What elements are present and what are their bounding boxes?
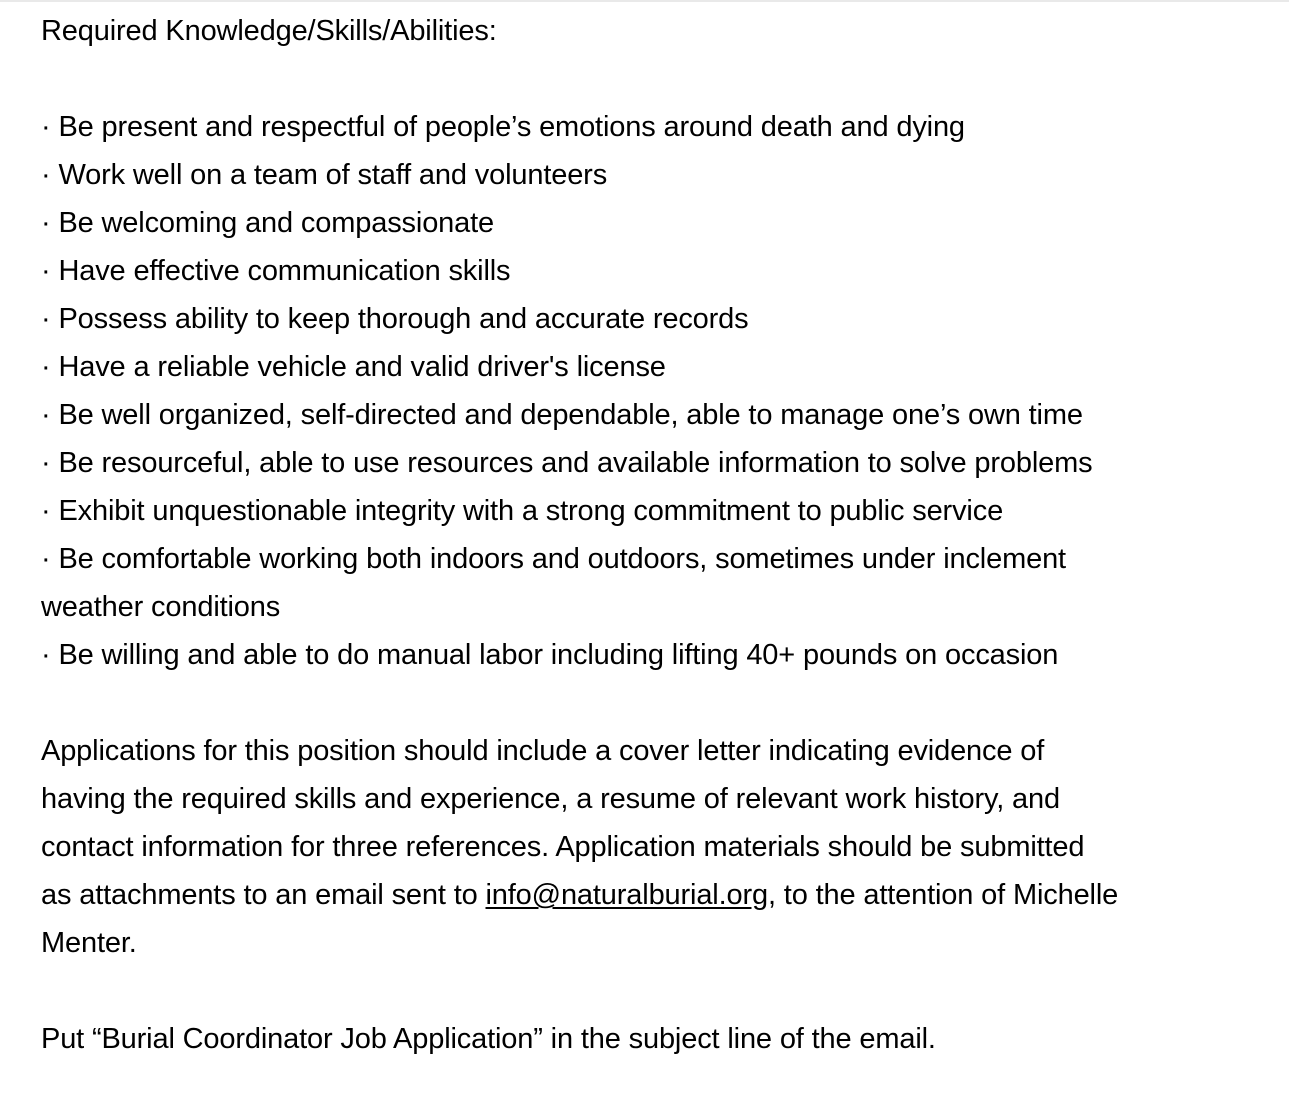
email-link[interactable]: info@naturalburial.org: [485, 879, 768, 911]
section-heading: Required Knowledge/Skills/Abilities:: [41, 15, 497, 47]
bullet-item: · Work well on a team of staff and volunteers: [41, 159, 608, 191]
applications-paragraph-line: as attachments to an email sent to info@naturalburial.org, to the attention of Michelle: [41, 879, 1119, 911]
applications-paragraph-line: Applications for this position should include a cover letter indicating evidence of: [41, 735, 1045, 767]
bullet-continuation: weather conditions: [41, 591, 281, 623]
spacer: [41, 967, 1271, 1015]
spacer: [41, 55, 1271, 103]
bullet-item: · Be present and respectful of people’s emotions around death and dying: [41, 111, 965, 143]
bullet-item: · Exhibit unquestionable integrity with a strong commitment to public service: [41, 495, 1004, 527]
applications-paragraph-line: having the required skills and experience, a resume of relevant work history, and: [41, 783, 1060, 815]
top-divider: [0, 0, 1289, 2]
bullet-item: · Have a reliable vehicle and valid driver's license: [41, 351, 666, 383]
bullet-item: · Possess ability to keep thorough and accurate records: [41, 303, 749, 335]
bullet-item: · Be resourceful, able to use resources and available information to solve problems: [41, 447, 1093, 479]
bullet-item: · Be willing and able to do manual labor including lifting 40+ pounds on occasion: [41, 639, 1059, 671]
applications-paragraph-line: contact information for three references. Application materials should be submitted: [41, 831, 1085, 863]
bullet-item: · Be comfortable working both indoors and outdoors, sometimes under inclement: [41, 543, 1066, 575]
applications-paragraph-line: Menter.: [41, 927, 137, 959]
spacer: [41, 679, 1271, 727]
bullet-item: · Be well organized, self-directed and dependable, able to manage one’s own time: [41, 399, 1083, 431]
bullet-item: · Be welcoming and compassionate: [41, 207, 495, 239]
bullet-item: · Have effective communication skills: [41, 255, 511, 287]
subject-line-instruction: Put “Burial Coordinator Job Application” in the subject line of the email.: [41, 1023, 936, 1055]
job-requirements-text: [41, 7, 1271, 1063]
